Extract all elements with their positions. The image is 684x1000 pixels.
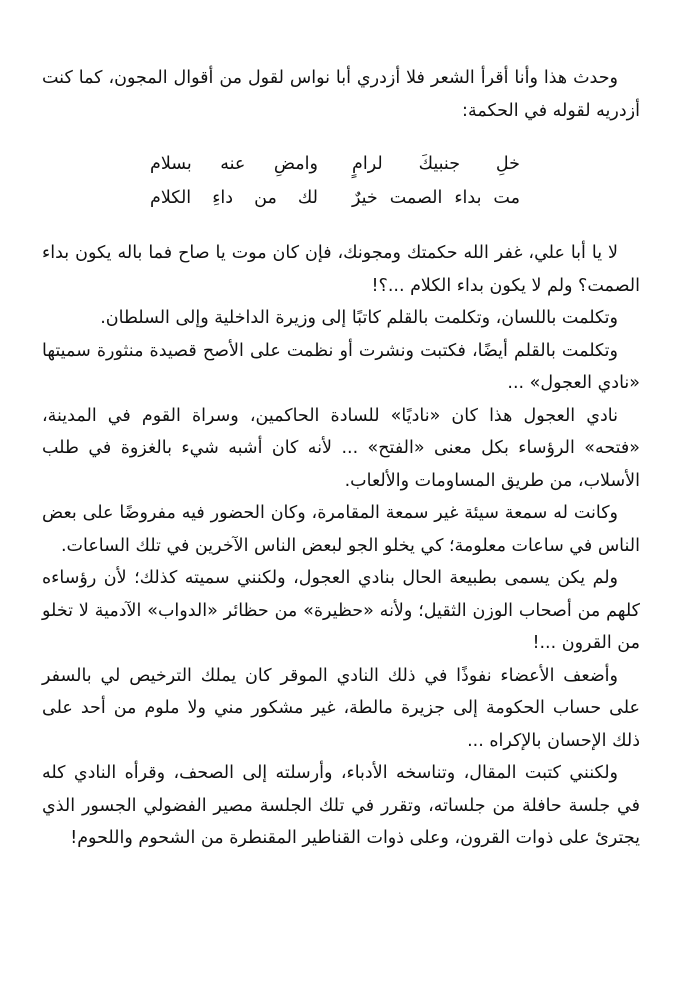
paragraph: ولكنني كتبت المقال، وتناسخه الأدباء، وأرسلته إلى الصحف، وقرأه النادي كله في جلسة حافلة من جلساته، وتقرر في تلك الجلسة مصير الفضولي الجسور الذي يجترئ على ذوات القرون، وعلى ذوات القناطير المقنطرة من الشحوم واللحوم!	[42, 763, 640, 848]
body-text	[42, 62, 640, 855]
poem-first-hemistich: مت بداء الصمت خيرٌ	[352, 188, 520, 208]
paragraph: وكانت له سمعة سيئة غير سمعة المقامرة، وكان الحضور فيه مفروضًا على بعض الناس في ساعات معلومة؛ كي يخلو الجو لبعض الناس الآخرين في تلك الساعات.	[42, 503, 640, 556]
poem-second-hemistich: وامضِ عنه بسلام	[150, 154, 318, 174]
paragraph: وتكلمت بالقلم أيضًا، فكتبت ونشرت أو نظمت على الأصح قصيدة منثورة سميتها «نادي العجول» ...	[42, 340, 640, 393]
paragraph: نادي العجول هذا كان «ناديًا» للسادة الحاكمين، وسراة القوم في المدينة، «فتحه» الرؤساء بكل معنى «الفتح» ... لأنه كان أشبه شيء بالغزوة في طلب الأسلاب، من طريق المساومات والألعاب.	[42, 405, 640, 491]
paragraph: ولم يكن يسمى بطبيعة الحال بنادي العجول، ولكنني سميته كذلك؛ لأن رؤساءه كلهم من أصحاب الوزن الثقيل؛ ولأنه «حظيرة» من حظائر «الدواب» الآدمية لا تخلو من القرون ...!	[42, 568, 640, 653]
poem-verse	[42, 181, 520, 215]
poem	[42, 147, 640, 215]
poem-second-hemistich: لك من داءِ الكلام	[150, 188, 318, 208]
poem-verse	[42, 147, 520, 181]
poem-first-hemistich: خلِ جنبيكَ لرامٍ	[352, 154, 520, 174]
paragraph: وتكلمت باللسان، وتكلمت بالقلم كاتبًا إلى وزيرة الداخلية وإلى السلطان.	[100, 308, 618, 328]
intro-paragraph: وحدث هذا وأنا أقرأ الشعر فلا أزدري أبا نواس لقول من أقوال المجون، كما كنت أزدريه لقوله في الحكمة:	[42, 68, 640, 121]
paragraph: لا يا أبا علي، غفر الله حكمتك ومجونك، فإن كان موت يا صاح فما باله يكون بداء الصمت؟ ولم لا يكون بداء الكلام ...؟!	[42, 243, 640, 296]
paragraph: وأضعف الأعضاء نفوذًا في ذلك النادي الموقر كان يملك الترخيص لي بالسفر على حساب الحكومة إلى جزيرة مالطة، غير مشكور مني ولا ملوم من أحد على ذلك الإحسان بالإكراه ...	[42, 665, 640, 751]
